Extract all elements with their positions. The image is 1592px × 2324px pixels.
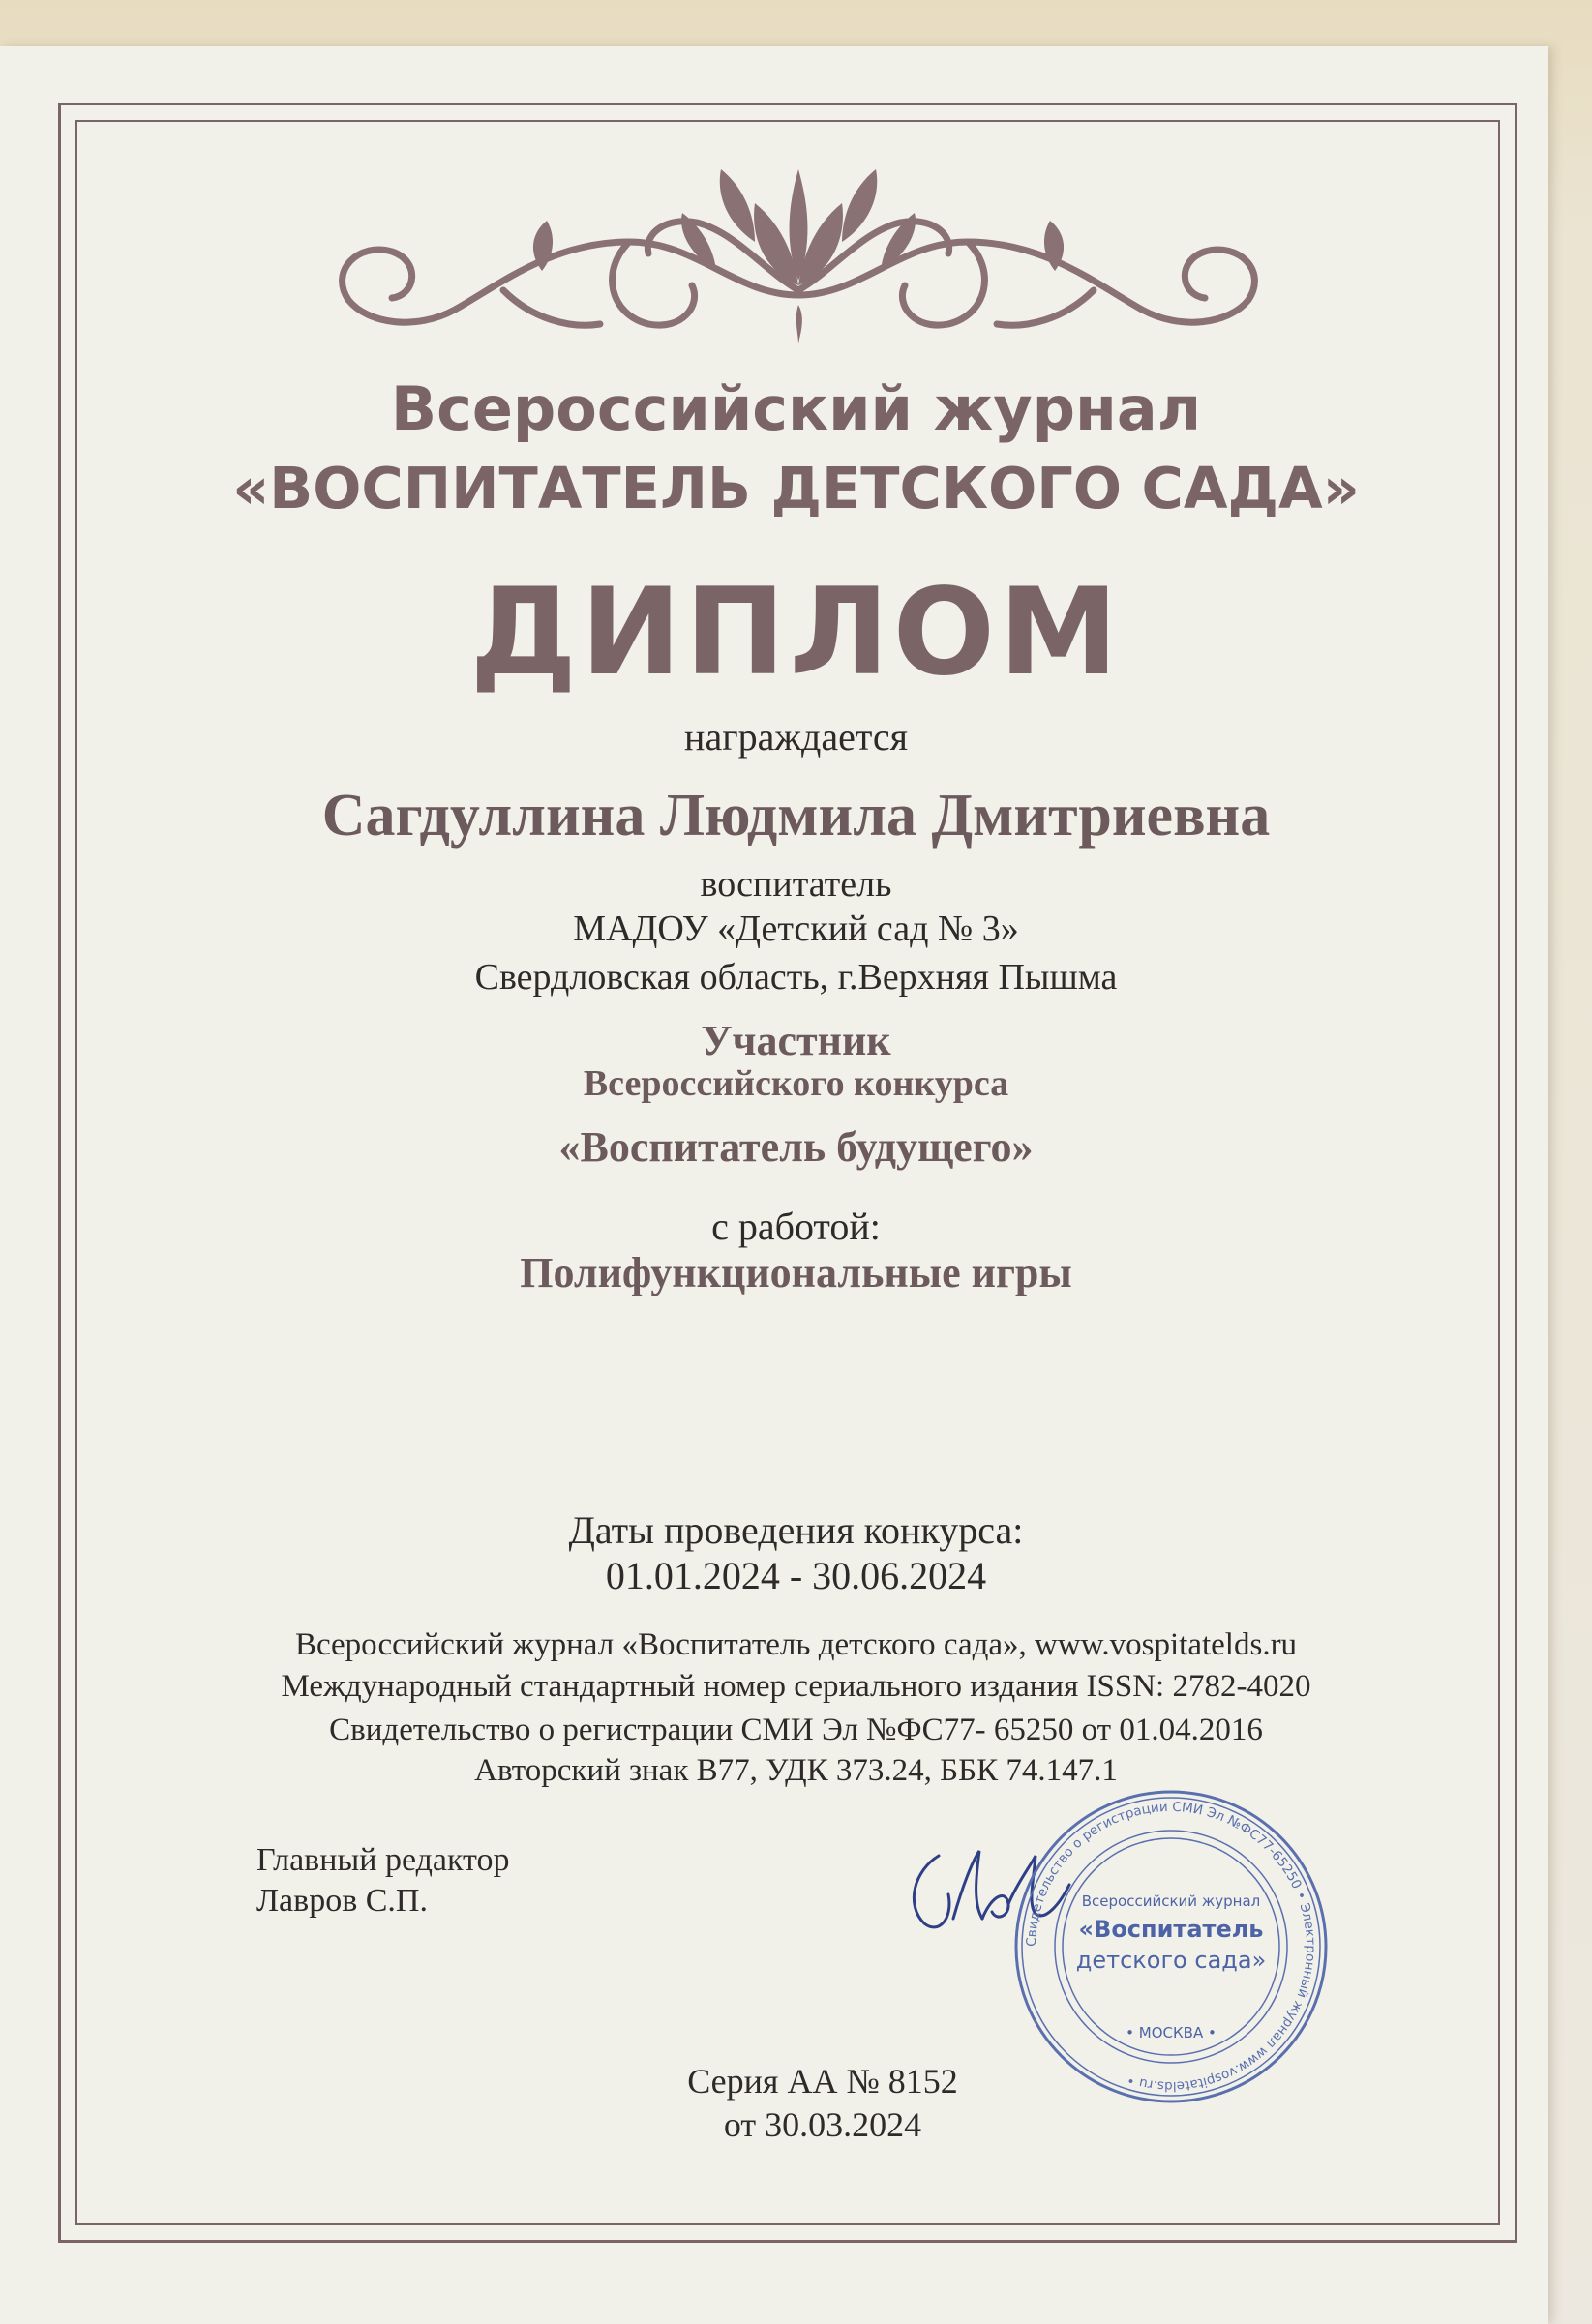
work-label: с работой: (711, 1205, 881, 1248)
stamp-core-line3: детского сада» (1075, 1947, 1267, 1974)
serial-date: от 30.03.2024 (723, 2105, 922, 2144)
publication-info-line: Авторский знак В77, УДК 373.24, ББК 74.147.1 (474, 1753, 1118, 1788)
awarded-label: награждается (684, 715, 908, 759)
work-title: Полифункциональные игры (520, 1249, 1072, 1296)
stamp-ring-text: Свидетельство о регистрации СМИ Эл №ФС77-65250 • Электронный журнал www.vospitatelds.ru • (1023, 1799, 1319, 2095)
recipient-organization: МАДОУ «Детский сад № 3» (573, 909, 1019, 949)
stamp-core-line1: Всероссийский журнал (1081, 1892, 1261, 1910)
diploma-heading: ДИПЛОМ (469, 563, 1123, 702)
contest-name-line1: Всероссийского конкурса (583, 1063, 1009, 1104)
editor-title: Главный редактор (256, 1842, 510, 1878)
contest-name-line2: «Воспитатель будущего» (558, 1123, 1034, 1171)
stamp-city: • МОСКВА • (1126, 2024, 1217, 2041)
stamp-core-line2: «Воспитатель (1078, 1916, 1264, 1943)
recipient-region: Свердловская область, г.Верхняя Пышма (474, 957, 1118, 998)
publication-info-line: Всероссийский журнал «Воспитатель детского сада», www.vospitatelds.ru (294, 1627, 1298, 1662)
editor-name: Лавров С.П. (256, 1883, 428, 1919)
contest-dates-label: Даты проведения конкурса: (568, 1508, 1024, 1552)
publication-info-line: Свидетельство о регистрации СМИ Эл №ФС77- 65250 от 01.04.2016 (329, 1713, 1263, 1747)
journal-title-line1: Всероссийский журнал (390, 373, 1202, 444)
serial-number: Серия АА № 8152 (687, 2062, 958, 2101)
journal-title-line2: «ВОСПИТАТЕЛЬ ДЕТСКОГО САДА» (232, 455, 1360, 521)
participant-status: Участник (701, 1017, 891, 1064)
recipient-position: воспитатель (700, 864, 892, 905)
recipient-name: Сагдуллина Людмила Дмитриевна (321, 783, 1271, 849)
journal-stamp-icon (1006, 1782, 1336, 2111)
contest-dates-value: 01.01.2024 - 30.06.2024 (605, 1554, 987, 1597)
flourish-ornament-icon (310, 126, 1287, 368)
publication-info-line: Международный стандартный номер сериального издания ISSN: 2782-4020 (281, 1669, 1311, 1704)
